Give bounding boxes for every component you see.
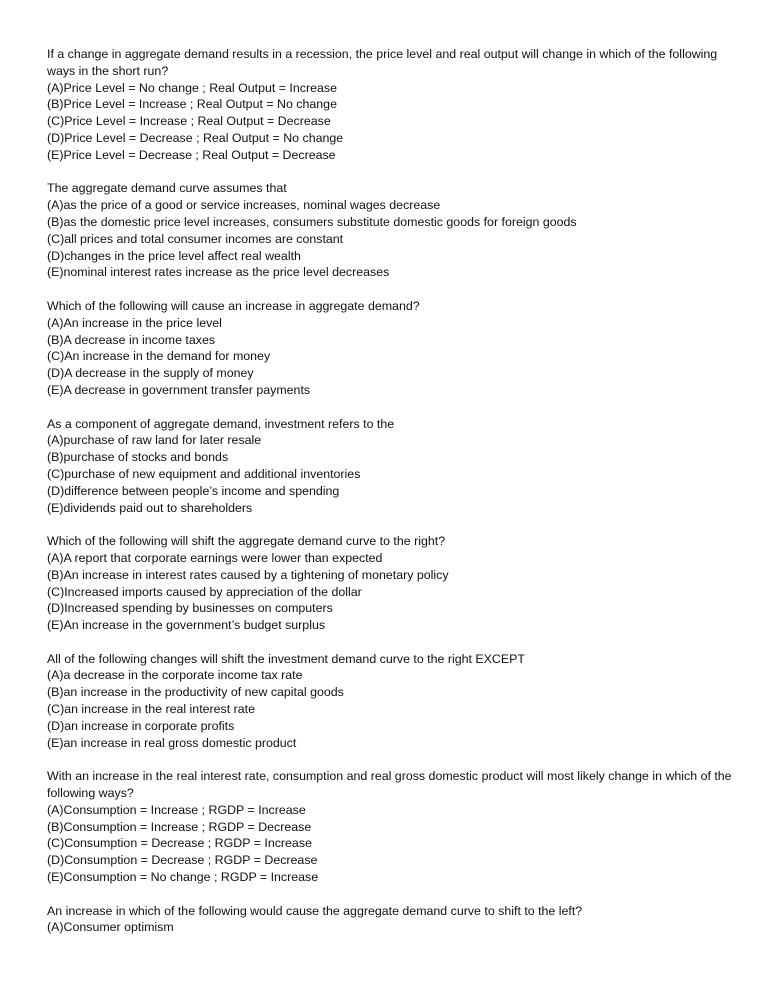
- answer-option: (C)purchase of new equipment and additional inventories: [47, 466, 361, 481]
- answer-option: (A)as the price of a good or service increases, nominal wages decrease: [47, 198, 441, 213]
- answer-option: (B)An increase in interest rates caused by a tightening of monetary policy: [47, 567, 449, 582]
- question-stem: If a change in aggregate demand results in a recession, the price level and real output will change in which of the following ways in the short run?: [47, 47, 718, 78]
- answer-option: (B)Consumption = Increase ; RGDP = Decrease: [47, 819, 312, 834]
- question-4: [47, 416, 747, 517]
- answer-option: (B)A decrease in income taxes: [47, 332, 216, 347]
- answer-option: (D)changes in the price level affect real wealth: [47, 248, 301, 263]
- answer-option: (E)an increase in real gross domestic product: [47, 735, 297, 750]
- answer-option: (C)Consumption = Decrease ; RGDP = Increase: [47, 836, 312, 851]
- answer-option: (A)Consumer optimism: [47, 920, 174, 935]
- answer-option: (D)A decrease in the supply of money: [47, 366, 254, 381]
- question-stem: Which of the following will cause an increase in aggregate demand?: [47, 298, 420, 313]
- answer-option: (A)A report that corporate earnings were lower than expected: [47, 550, 383, 565]
- answer-option: (B)purchase of stocks and bonds: [47, 450, 229, 465]
- question-stem: As a component of aggregate demand, investment refers to the: [47, 416, 395, 431]
- answer-option: (E)A decrease in government transfer payments: [47, 382, 311, 397]
- question-3: [47, 298, 747, 399]
- answer-option: (A)a decrease in the corporate income tax rate: [47, 668, 303, 683]
- answer-option: (B)Price Level = Increase ; Real Output = No change: [47, 97, 337, 112]
- answer-option: (E)nominal interest rates increase as the price level decreases: [47, 265, 390, 280]
- answer-option: (C)all prices and total consumer incomes are constant: [47, 231, 344, 246]
- answer-option: (A)An increase in the price level: [47, 315, 222, 330]
- question-2: [47, 180, 747, 281]
- answer-option: (E)dividends paid out to shareholders: [47, 500, 253, 515]
- document-page: [47, 46, 747, 953]
- question-7: [47, 768, 747, 886]
- answer-option: (D)difference between people’s income and spending: [47, 483, 340, 498]
- answer-option: (A)Consumption = Increase ; RGDP = Increase: [47, 802, 306, 817]
- answer-option: (E)Consumption = No change ; RGDP = Increase: [47, 870, 319, 885]
- answer-option: (C)Price Level = Increase ; Real Output = Decrease: [47, 114, 331, 129]
- question-stem: Which of the following will shift the aggregate demand curve to the right?: [47, 534, 446, 549]
- question-stem: All of the following changes will shift the investment demand curve to the right EXCEPT: [47, 651, 525, 666]
- answer-option: (D)Price Level = Decrease ; Real Output = No change: [47, 130, 344, 145]
- answer-option: (E)An increase in the government’s budget surplus: [47, 618, 326, 633]
- question-8: [47, 903, 747, 937]
- answer-option: (C)An increase in the demand for money: [47, 349, 271, 364]
- question-5: [47, 533, 747, 634]
- answer-option: (B)as the domestic price level increases, consumers substitute domestic goods for foreign goods: [47, 214, 577, 229]
- answer-option: (E)Price Level = Decrease ; Real Output = Decrease: [47, 147, 336, 162]
- question-6: [47, 651, 747, 752]
- question-1: [47, 46, 747, 164]
- answer-option: (D)an increase in corporate profits: [47, 718, 235, 733]
- answer-option: (B)an increase in the productivity of new capital goods: [47, 685, 344, 700]
- answer-option: (C)Increased imports caused by appreciation of the dollar: [47, 584, 362, 599]
- answer-option: (D)Consumption = Decrease ; RGDP = Decrease: [47, 853, 318, 868]
- answer-option: (D)Increased spending by businesses on computers: [47, 601, 333, 616]
- question-stem: With an increase in the real interest rate, consumption and real gross domestic product will most likely change in which of the following ways?: [47, 769, 732, 801]
- answer-option: (A)purchase of raw land for later resale: [47, 433, 262, 448]
- answer-option: (A)Price Level = No change ; Real Output = Increase: [47, 80, 337, 95]
- question-stem: An increase in which of the following would cause the aggregate demand curve to shift to the left?: [47, 903, 583, 918]
- question-stem: The aggregate demand curve assumes that: [47, 181, 287, 196]
- answer-option: (C)an increase in the real interest rate: [47, 702, 255, 717]
